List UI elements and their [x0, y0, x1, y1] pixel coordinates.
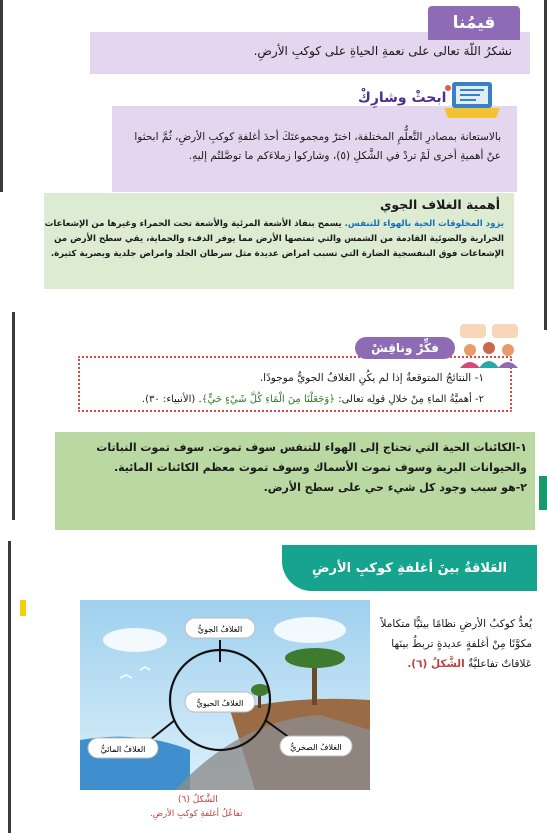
cloud: [274, 617, 346, 643]
figure-caption-number: الشَّكلُ (٦): [178, 795, 218, 805]
earth-spheres-diagram: [80, 600, 370, 790]
atmosphere-label: الغلافُ الجويُّ: [197, 625, 243, 634]
importance-body: يسمح بنفاذ الأشعة المرئية والأشعة تحت الحمراء وغيرها من الإشعاعات الحرارية والضوئية القادمة من الشمس والتي تمتصها الأرض مما يوفر الدفء والحماية، يقي سطح الأرض من الإشعاعات فوق البنفسجية الضارة التي تسبب امراض عديدة مثل سرطان الجلد وامراض جلدية وبصرية كثيرة.: [44, 219, 504, 259]
quran-verse: ﴿وَجَعَلْنَا مِنَ الْمَاءِ كُلَّ شَيْءٍ حَيٍّ﴾: [201, 394, 336, 405]
figure-reference: الشَّكلُ (٦).: [407, 658, 465, 670]
paragraph-body: يُعدُّ كوكبُ الأرضِ نظامًا بيئيًّا متكاملاً مكوَّنًا مِنْ أغلفةٍ عديدةٍ تربطُ بينَها عَلاقاتٌ تفاعليَّةٌ: [380, 618, 532, 670]
discussion-title: فكِّرْ وناقِشْ: [355, 337, 455, 359]
margin-bar: [8, 541, 11, 833]
answer-1: ١-الكائنات الحية التي تحتاج إلى الهواء للتنفس سوف تموت. سوف تموت النباتات والحيوانات البرية وسوف تموت الأسماك وسوف تموت معظم الكائنات المائية.: [96, 441, 527, 474]
people-discussion-icon: [458, 322, 520, 370]
atmosphere-importance-title: أهمية الغلاف الجوي: [379, 197, 500, 212]
book-laptop-icon: [440, 78, 504, 122]
hydrosphere-label: الغلافُ المائيُّ: [100, 745, 146, 754]
margin-bar: [12, 312, 15, 520]
discussion-question-1: ١- النتائجُ المتوقعةُ إذا لم يكُنِ الغلافُ الجويُّ موجودًا.: [259, 372, 484, 384]
atmosphere-importance-text: [44, 217, 504, 262]
discussion-box: [78, 356, 512, 412]
margin-bar: [0, 0, 3, 192]
side-tab: [539, 476, 547, 510]
values-title: قيمُنا: [428, 6, 520, 40]
cloud: [103, 628, 167, 652]
biosphere-label: الغلافُ الحيويُّ: [196, 699, 244, 708]
highlight-mark: [20, 600, 26, 616]
relation-paragraph: [380, 614, 532, 674]
atmosphere-importance-box: [44, 193, 514, 289]
values-text: نشكرُ اللّهَ تعالى على نعمةِ الحياةِ على كوكبِ الأرضِ.: [253, 44, 512, 58]
discussion-question-2: [142, 394, 484, 405]
figure-caption-text: تفاعُلُ أغلفةِ كوكبِ الأرضِ.: [150, 809, 243, 819]
lithosphere-label: الغلافُ الصخريُّ: [290, 743, 342, 752]
question-2-prefix: ٢- أهميَّةُ الماءِ مِنْ خلالِ قولِه تعالى:: [335, 394, 484, 405]
answer-box: [55, 432, 535, 530]
importance-highlight: يزود المخلوقات الحية بالهواء للتنفس.: [344, 219, 504, 229]
research-title: ابحثْ وشارِكْ: [358, 90, 447, 106]
tree-canopy: [285, 648, 345, 668]
answer-text: [57, 438, 527, 498]
research-text: بالاستعانة بمصادرِ التَّعلُّمِ المختلفة، اخترْ ومجموعتَكَ أحدَ أغلفةِ كوكبِ الأرضِ، ثُمَّ ابحثوا عنْ أهميةِ أخرى لَمْ تردْ في الشَّكلِ (٥)، وشاركوا زملاءَكم ما توصَّلتُم إليهِ.: [134, 131, 501, 162]
section-banner: العَلاقةُ بينَ أغلفةِ كوكبِ الأرضِ: [282, 545, 537, 591]
verse-reference: . (الأنبياء: ٣٠).: [141, 394, 202, 405]
answer-2: ٢-هو سبب وجود كل شيء حي على سطح الأرض.: [263, 481, 527, 494]
